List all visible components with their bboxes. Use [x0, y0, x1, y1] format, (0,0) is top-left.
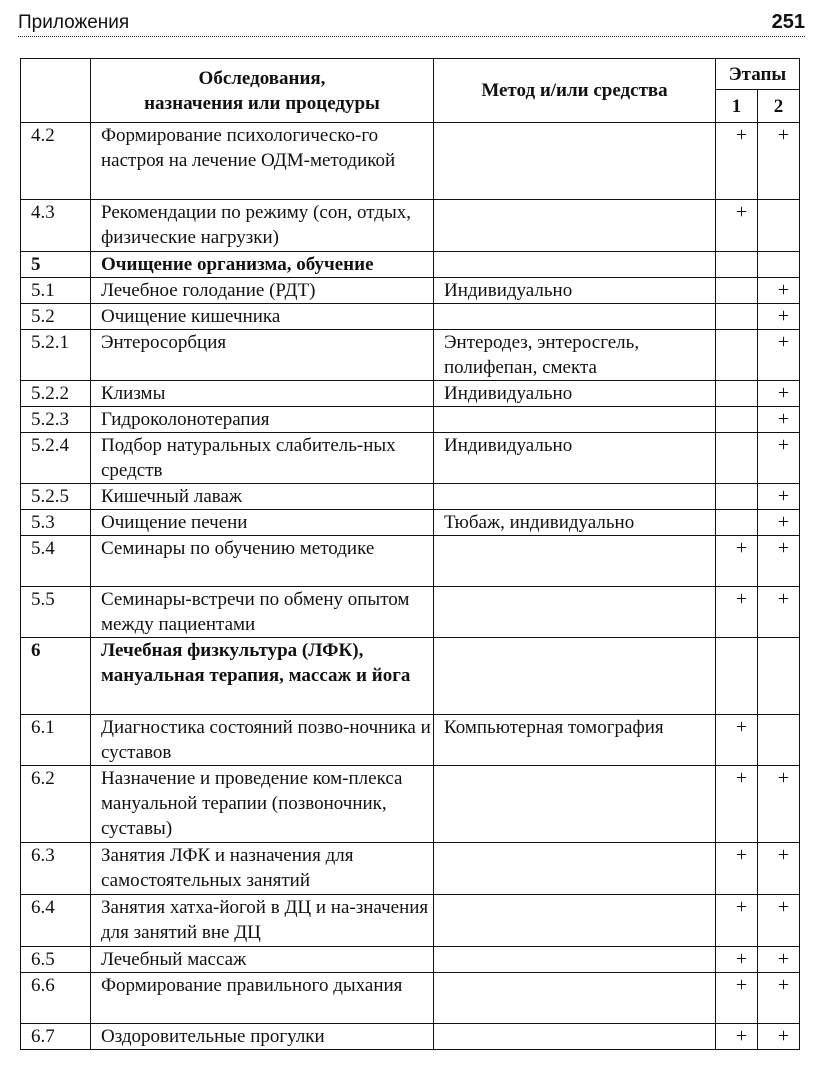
row-number: 6.7 — [21, 1024, 91, 1050]
row-stage-2-mark: + — [758, 330, 800, 381]
table-row — [21, 330, 800, 381]
row-stage-1-mark — [716, 433, 758, 484]
row-method — [434, 947, 716, 973]
row-stage-2-mark — [758, 638, 800, 715]
table-row — [21, 947, 800, 973]
row-method — [434, 638, 716, 715]
row-number: 6.5 — [21, 947, 91, 973]
row-number: 6 — [21, 638, 91, 715]
table-row — [21, 766, 800, 843]
header-procedure — [91, 59, 434, 123]
row-stage-1-mark: + — [716, 766, 758, 843]
row-number: 5.5 — [21, 587, 91, 638]
row-stage-2-mark: + — [758, 947, 800, 973]
row-stage-1-mark: + — [716, 895, 758, 947]
row-number: 5.3 — [21, 510, 91, 536]
row-stage-2-mark — [758, 715, 800, 766]
table-row — [21, 278, 800, 304]
row-number: 5.2.3 — [21, 407, 91, 433]
row-method — [434, 200, 716, 252]
table-row — [21, 638, 800, 715]
table-row — [21, 1024, 800, 1050]
row-stage-1-mark — [716, 407, 758, 433]
row-stage-1-mark: + — [716, 843, 758, 895]
row-method: Тюбаж, индивидуально — [434, 510, 716, 536]
row-method — [434, 973, 716, 1024]
row-number: 5.2.4 — [21, 433, 91, 484]
table-row — [21, 407, 800, 433]
row-stage-2-mark: + — [758, 1024, 800, 1050]
row-number: 6.4 — [21, 895, 91, 947]
row-stage-1-mark — [716, 484, 758, 510]
row-stage-1-mark: + — [716, 200, 758, 252]
row-stage-2-mark: + — [758, 895, 800, 947]
row-stage-1-mark: + — [716, 973, 758, 1024]
row-stage-1-mark — [716, 304, 758, 330]
row-method: Энтеродез, энтеросгель, полифепан, смекта — [434, 330, 716, 381]
row-procedure: Рекомендации по режиму (сон, отдых, физические нагрузки) — [91, 200, 434, 252]
row-stage-1-mark — [716, 278, 758, 304]
row-method: Индивидуально — [434, 433, 716, 484]
row-number: 5.1 — [21, 278, 91, 304]
row-procedure: Энтеросорбция — [91, 330, 434, 381]
row-number: 5.2.1 — [21, 330, 91, 381]
row-stage-1-mark — [716, 330, 758, 381]
row-number: 6.6 — [21, 973, 91, 1024]
row-stage-2-mark: + — [758, 510, 800, 536]
header-stage-1: 1 — [716, 90, 758, 123]
row-procedure: Очищение кишечника — [91, 304, 434, 330]
row-method: Индивидуально — [434, 278, 716, 304]
row-stage-1-mark — [716, 381, 758, 407]
row-stage-1-mark: + — [716, 587, 758, 638]
row-number: 6.1 — [21, 715, 91, 766]
table-row — [21, 536, 800, 587]
row-number: 6.2 — [21, 766, 91, 843]
row-method — [434, 407, 716, 433]
row-stage-2-mark — [758, 200, 800, 252]
row-stage-1-mark: + — [716, 123, 758, 200]
table-row — [21, 484, 800, 510]
row-procedure: Лечебное голодание (РДТ) — [91, 278, 434, 304]
page-number: 251 — [771, 11, 805, 33]
row-method — [434, 123, 716, 200]
row-stage-2-mark: + — [758, 484, 800, 510]
row-procedure: Кишечный лаваж — [91, 484, 434, 510]
row-number: 4.3 — [21, 200, 91, 252]
row-procedure: Очищение печени — [91, 510, 434, 536]
row-stage-2-mark: + — [758, 381, 800, 407]
row-stage-2-mark: + — [758, 433, 800, 484]
row-stage-1-mark: + — [716, 536, 758, 587]
row-stage-2-mark: + — [758, 587, 800, 638]
row-number: 5 — [21, 252, 91, 278]
header-procedure-line1: Обследования, — [198, 67, 326, 89]
row-method — [434, 252, 716, 278]
row-method — [434, 587, 716, 638]
row-stage-2-mark: + — [758, 843, 800, 895]
row-method: Индивидуально — [434, 381, 716, 407]
row-stage-2-mark: + — [758, 407, 800, 433]
procedures-table — [20, 58, 800, 1050]
row-number: 5.4 — [21, 536, 91, 587]
table-row — [21, 200, 800, 252]
row-procedure: Занятия ЛФК и назначения для самостоятельных занятий — [91, 843, 434, 895]
row-stage-2-mark: + — [758, 973, 800, 1024]
table-row — [21, 510, 800, 536]
row-stage-2-mark: + — [758, 536, 800, 587]
row-procedure: Формирование психологическо-го настроя на лечение ОДМ-методикой — [91, 123, 434, 200]
row-procedure: Диагностика состояний позво-ночника и суставов — [91, 715, 434, 766]
header-procedure-line2: назначения или процедуры — [144, 92, 380, 114]
table-row — [21, 895, 800, 947]
table-row — [21, 304, 800, 330]
row-stage-1-mark: + — [716, 947, 758, 973]
table-row — [21, 381, 800, 407]
row-procedure: Назначение и проведение ком-плекса мануальной терапии (позвоночник, суставы) — [91, 766, 434, 843]
table-row — [21, 433, 800, 484]
table-row — [21, 843, 800, 895]
row-procedure: Гидроколонотерапия — [91, 407, 434, 433]
table-row — [21, 973, 800, 1024]
row-stage-1-mark: + — [716, 1024, 758, 1050]
row-procedure: Подбор натуральных слабитель-ных средств — [91, 433, 434, 484]
table-row — [21, 587, 800, 638]
row-stage-2-mark — [758, 252, 800, 278]
row-procedure: Очищение организма, обучение — [91, 252, 434, 278]
running-header — [18, 6, 805, 37]
header-method: Метод и/или средства — [434, 59, 716, 123]
row-method — [434, 536, 716, 587]
row-procedure: Семинары по обучению методике — [91, 536, 434, 587]
row-stage-2-mark: + — [758, 766, 800, 843]
section-title: Приложения — [18, 12, 130, 33]
row-procedure: Лечебная физкультура (ЛФК), мануальная терапия, массаж и йога — [91, 638, 434, 715]
row-method — [434, 304, 716, 330]
row-method: Компьютерная томография — [434, 715, 716, 766]
header-stages: Этапы — [716, 59, 800, 90]
row-stage-1-mark: + — [716, 715, 758, 766]
header-number — [21, 59, 91, 123]
row-procedure: Занятия хатха-йогой в ДЦ и на-значения для занятий вне ДЦ — [91, 895, 434, 947]
header-stage-2: 2 — [758, 90, 800, 123]
row-stage-2-mark: + — [758, 123, 800, 200]
row-number: 6.3 — [21, 843, 91, 895]
row-number: 5.2.5 — [21, 484, 91, 510]
row-stage-1-mark — [716, 638, 758, 715]
table-row — [21, 123, 800, 200]
row-procedure: Оздоровительные прогулки — [91, 1024, 434, 1050]
row-procedure: Лечебный массаж — [91, 947, 434, 973]
row-number: 5.2 — [21, 304, 91, 330]
row-procedure: Формирование правильного дыхания — [91, 973, 434, 1024]
row-procedure: Семинары-встречи по обмену опытом между пациентами — [91, 587, 434, 638]
row-stage-2-mark: + — [758, 304, 800, 330]
row-stage-2-mark: + — [758, 278, 800, 304]
row-method — [434, 895, 716, 947]
row-method — [434, 766, 716, 843]
row-stage-1-mark — [716, 510, 758, 536]
row-method — [434, 843, 716, 895]
table-row — [21, 252, 800, 278]
row-number: 4.2 — [21, 123, 91, 200]
row-stage-1-mark — [716, 252, 758, 278]
row-number: 5.2.2 — [21, 381, 91, 407]
row-method — [434, 1024, 716, 1050]
row-procedure: Клизмы — [91, 381, 434, 407]
row-method — [434, 484, 716, 510]
table-row — [21, 715, 800, 766]
